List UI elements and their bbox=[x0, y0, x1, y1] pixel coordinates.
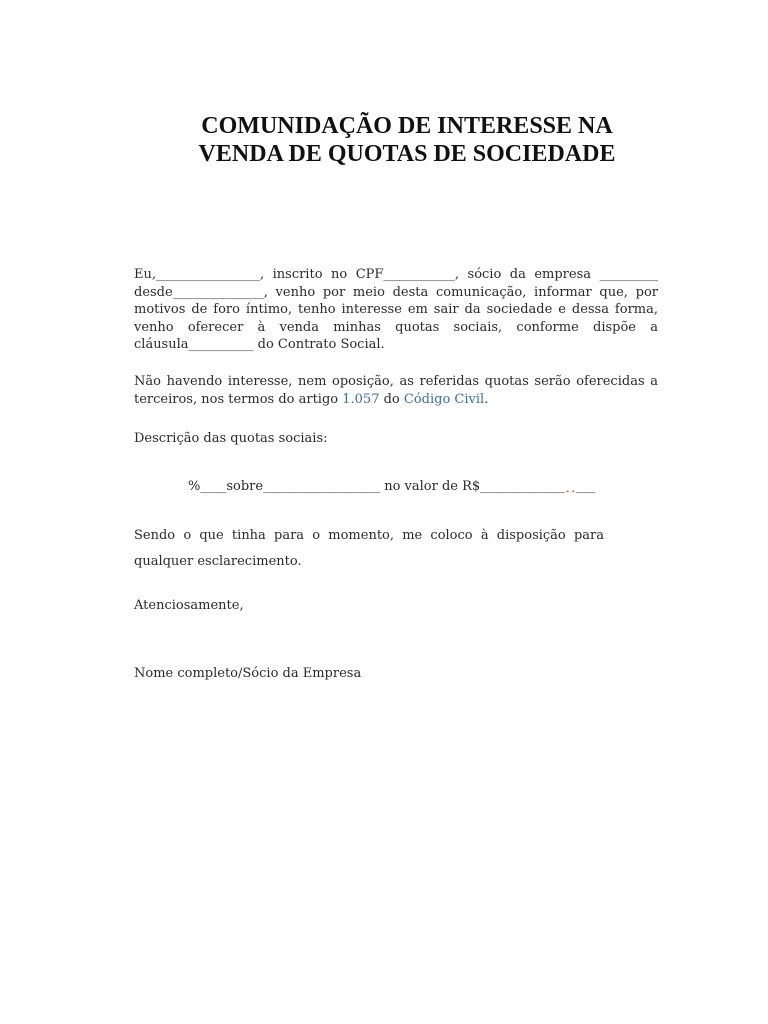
closing-salutation: Atenciosamente, bbox=[134, 598, 244, 613]
quota-line bbox=[188, 479, 595, 494]
article-link[interactable]: 1.057 bbox=[342, 391, 380, 407]
para2-text-before: Não havendo interesse, nem oposição, as referidas quotas serão oferecidas a terceiros, nos termos do artigo bbox=[134, 374, 658, 407]
civil-code-link[interactable]: Código Civil bbox=[403, 391, 485, 407]
signature-line: Nome completo/Sócio da Empresa bbox=[134, 666, 362, 681]
title-line-2: VENDA DE QUOTAS DE SOCIEDADE bbox=[198, 141, 616, 167]
paragraph-third-party-offer bbox=[134, 373, 658, 408]
para2-text-after: . bbox=[484, 391, 489, 407]
paragraph-declaration: Eu,________________, inscrito no CPF___________, sócio da empresa _________ desde______________, venho por meio desta comunicação, informar que, por motivos de foro íntimo, tenho interesse em sair da sociedade e dessa forma, venho oferecer à venda minhas quotas sociais, conforme dispõe a cláusula__________ do Contrato Social. bbox=[134, 267, 658, 352]
quota-description-label: Descrição das quotas sociais: bbox=[134, 431, 328, 446]
quota-line-start: %____sobre__________________ no valor de R$_____________ bbox=[188, 479, 565, 494]
paragraph-availability: Sendo o que tinha para o momento, me coloco à disposição para qualquer esclarecimento. bbox=[134, 528, 604, 569]
title-line-1: COMUNIDAÇÃO DE INTERESSE NA bbox=[201, 113, 613, 139]
quota-line-end: ___ bbox=[575, 479, 596, 494]
document-title bbox=[100, 112, 714, 168]
para2-text-middle: do bbox=[379, 391, 404, 407]
spellcheck-mark: ¸¸ bbox=[564, 480, 576, 493]
